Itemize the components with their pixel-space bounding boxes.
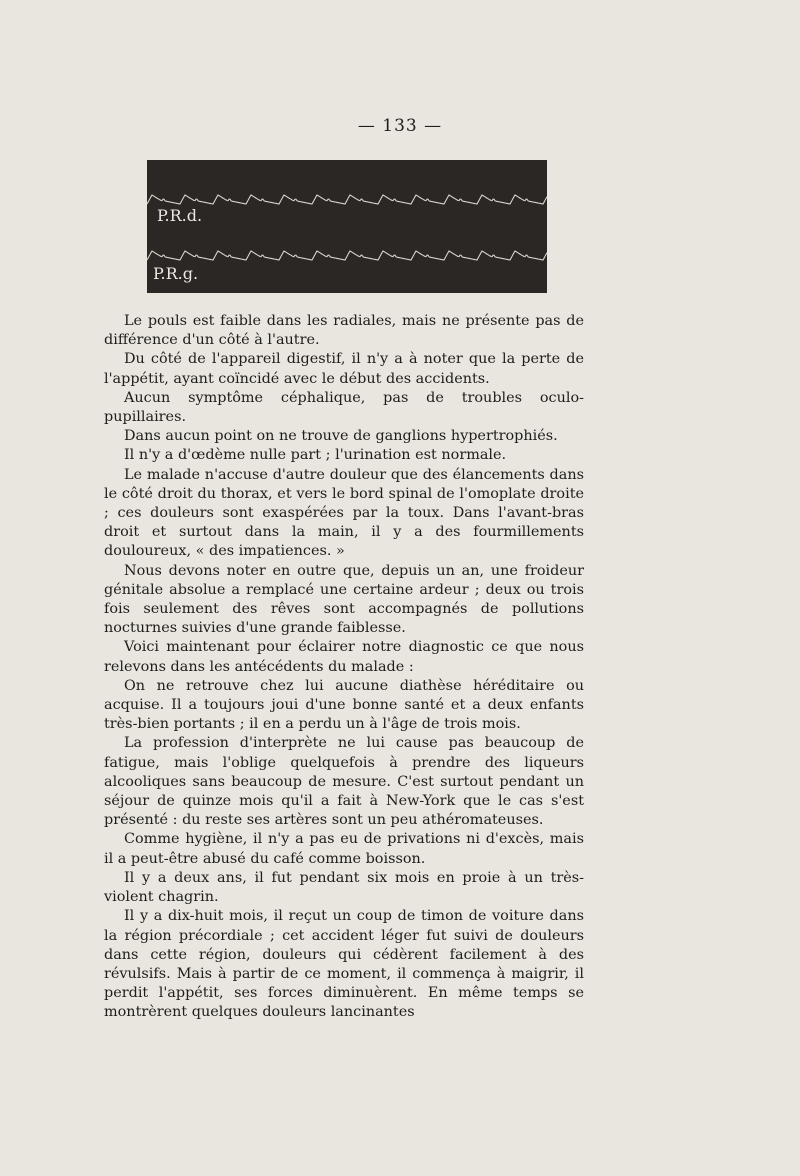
pulse-wave-right	[147, 195, 547, 204]
paragraph: Comme hygiène, il n'y a pas eu de privations ni d'excès, mais il a peut-être abusé du café comme boisson.	[104, 831, 584, 867]
pulse-waveforms	[147, 160, 547, 293]
paragraph: Aucun symptôme céphalique, pas de troubles oculo-pupillaires.	[104, 389, 584, 426]
pulse-tracing-figure	[147, 160, 547, 293]
paragraph: Nous devons noter en outre que, depuis un an, une froideur génitale absolue a remplacé une certaine ardeur ; deux ou trois fois seulement des rêves sont accompagnés de pollutions nocturnes suivies d'une grande faiblesse.	[104, 562, 584, 637]
page-number: — 133 —	[357, 116, 443, 136]
body-text	[104, 312, 584, 1023]
paragraph: On ne retrouve chez lui aucune diathèse héréditaire ou acquise. Il a toujours joui d'une bonne santé et a deux enfants très-bien portants ; il en a perdu un à l'âge de trois mois.	[104, 677, 584, 733]
trace-label-left: P.R.g.	[153, 264, 199, 283]
paragraph: Le pouls est faible dans les radiales, mais ne présente pas de différence d'un côté à l'autre.	[104, 313, 584, 349]
paragraph: Il y a dix-huit mois, il reçut un coup de timon de voiture dans la région précordiale ; cet accident léger fut suivi de douleurs dans cette région, douleurs qui cédèrent facilement à des révulsifs. Mais à partir de ce moment, il commença à maigrir, il perdit l'appétit, ses forces diminuèrent. En même temps se montrèrent quelques douleurs lancinantes	[104, 908, 584, 1021]
pulse-wave-left	[147, 251, 547, 260]
paragraph: Dans aucun point on ne trouve de ganglions hypertrophiés.	[124, 428, 558, 445]
paragraph: Du côté de l'appareil digestif, il n'y a à noter que la perte de l'appétit, ayant coïncidé avec le début des accidents.	[104, 351, 584, 387]
paragraph: Il n'y a d'œdème nulle part ; l'urination est normale.	[124, 447, 507, 464]
trace-label-right: P.R.d.	[157, 206, 203, 225]
paragraph: Voici maintenant pour éclairer notre diagnostic ce que nous relevons dans les antécédents du malade :	[104, 639, 584, 675]
paragraph: Il y a deux ans, il fut pendant six mois en proie à un très-violent chagrin.	[104, 869, 584, 906]
paragraph: Le malade n'accuse d'autre douleur que des élancements dans le côté droit du thorax, et vers le bord spinal de l'omoplate droite ; ces douleurs sont exaspérées par la toux. Dans l'avant-bras droit et surtout dans la main, il y a des fourmillements douloureux, « des impatiences. »	[104, 466, 584, 560]
paragraph: La profession d'interprète ne lui cause pas beaucoup de fatigue, mais l'oblige quelquefois à prendre des liqueurs alcooliques sans beaucoup de mesure. C'est surtout pendant un séjour de quinze mois qu'il a fait à New-York que le cas s'est présenté : du reste ses artères sont un peu athéromateuses.	[104, 735, 584, 829]
